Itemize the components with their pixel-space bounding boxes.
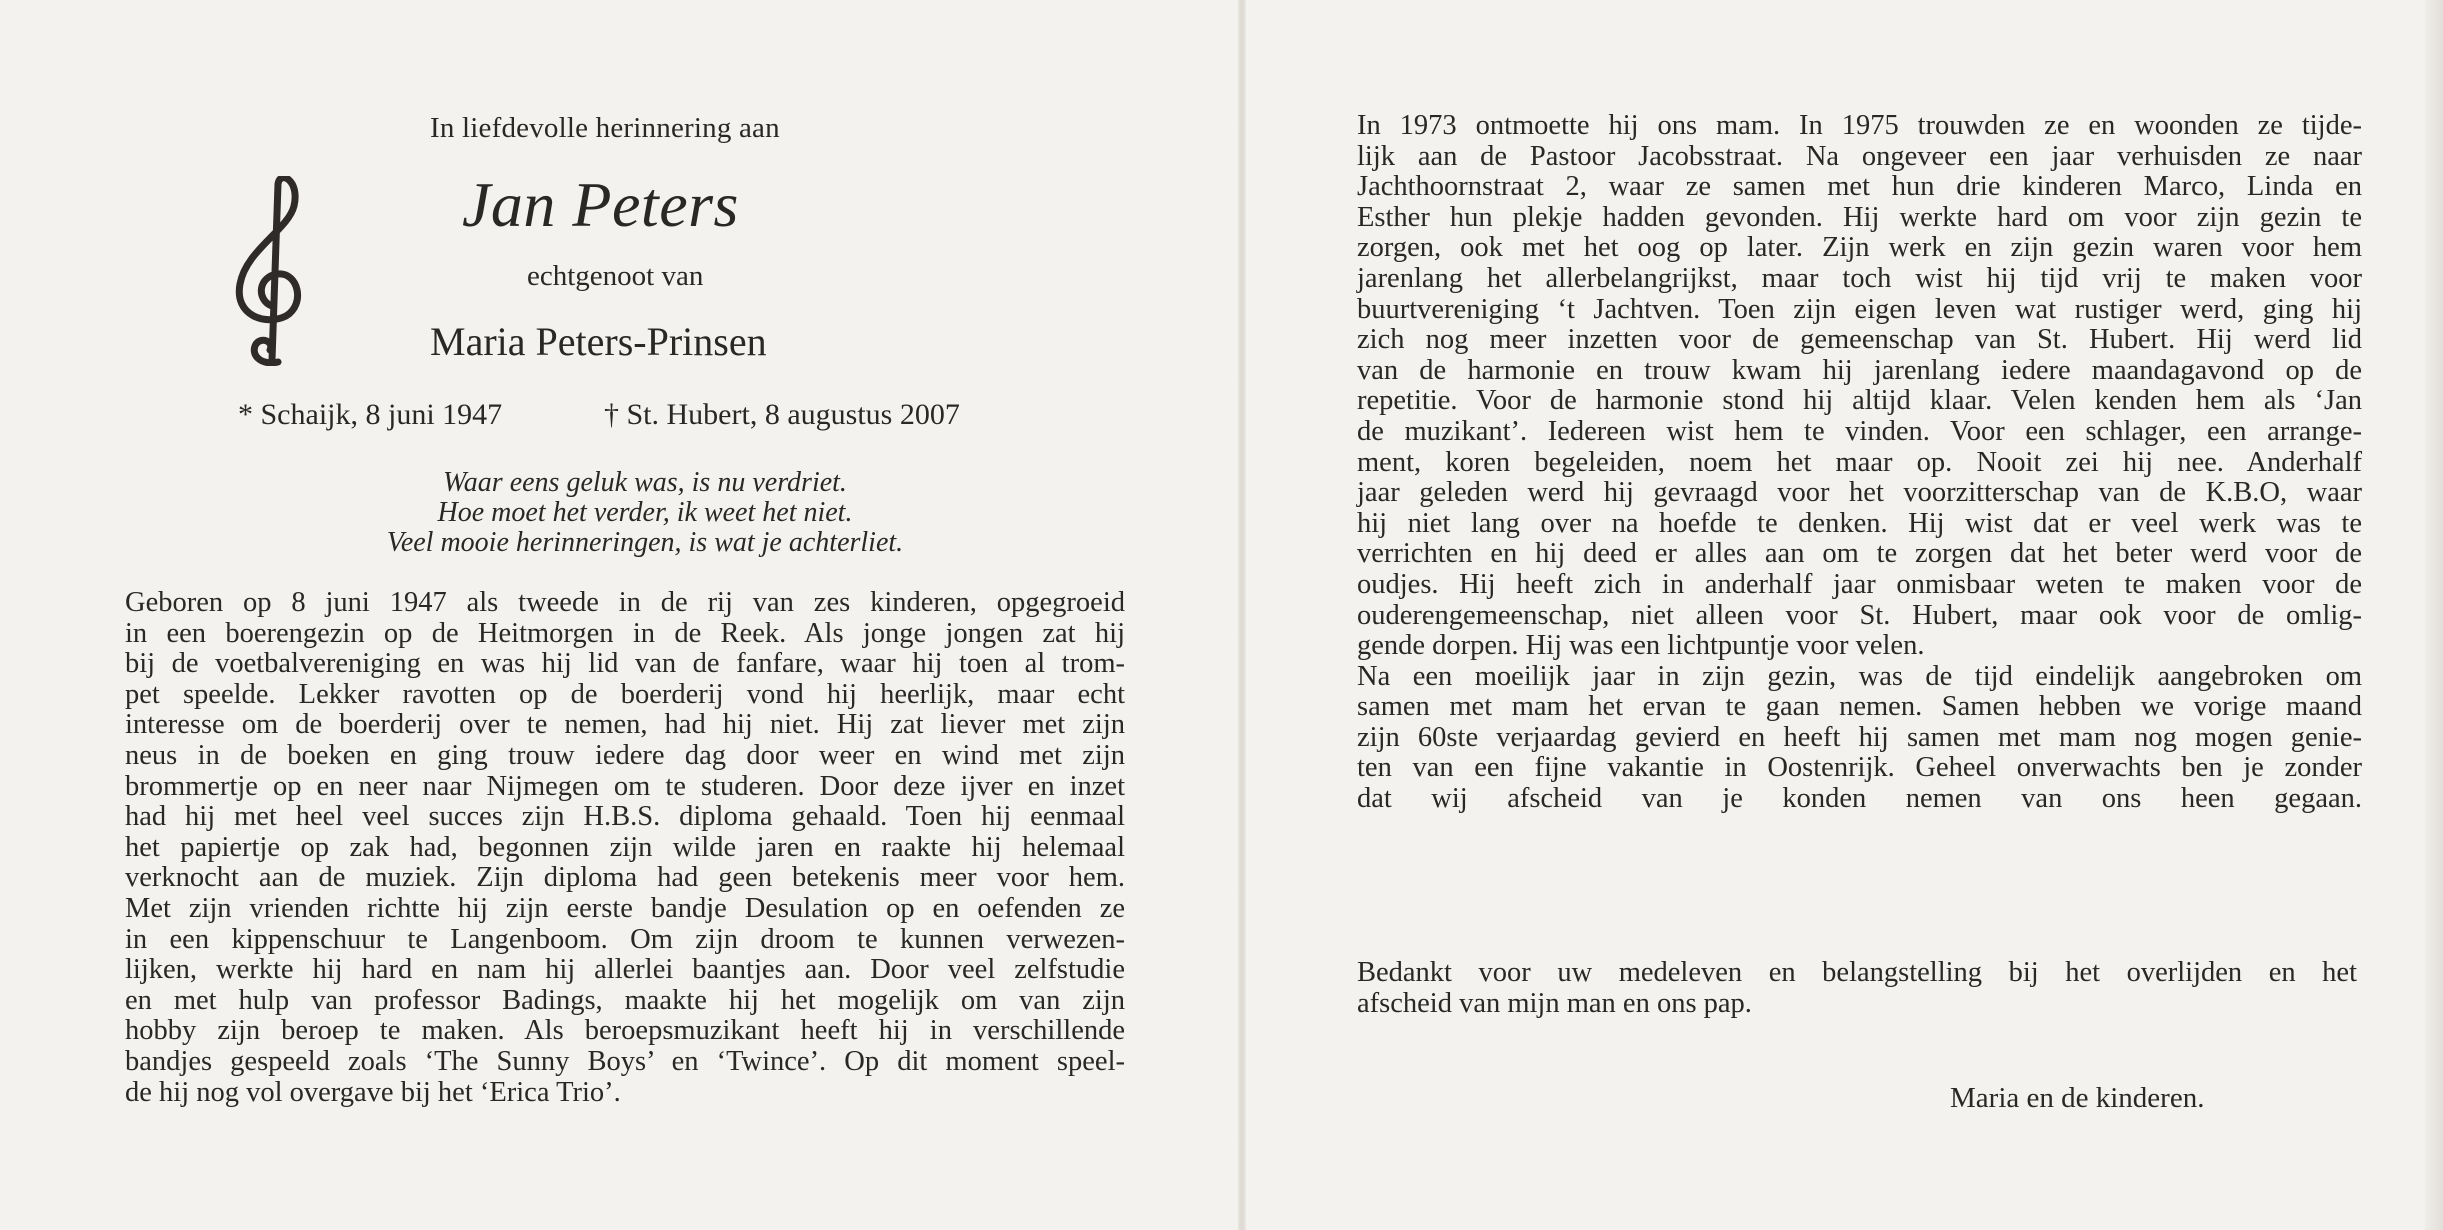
text-line: zich nog meer inzetten voor de gemeenschap van St. Hubert. Hij werd lid	[1357, 324, 2362, 356]
biography-left	[125, 588, 1125, 1108]
text-line: jarenlang het allerbelangrijkst, maar toch wist hij tijd vrij te maken voor	[1357, 262, 2362, 294]
text-line: in een boerengezin op de Heitmorgen in de Reek. Als jonge jongen zat hij	[125, 617, 1125, 649]
text-line: brommertje op en neer naar Nijmegen om te studeren. Door deze ijver en inzet	[125, 770, 1125, 802]
text-line: jaar geleden werd hij gevraagd voor het voorzitterschap van de K.B.O, waar	[1357, 477, 2362, 509]
text-line: buurtvereniging ‘t Jachtven. Toen zijn eigen leven wat rustiger werd, ging hij	[1357, 293, 2362, 325]
text-line: ouderengemeenschap, niet alleen voor St. Hubert, maar ook voor de omlig-	[1357, 599, 2362, 631]
text-line: lijken, werkte hij hard en nam hij allerlei baantjes aan. Door veel zelfstudie	[125, 954, 1125, 986]
text-line: gende dorpen. Hij was een lichtpuntje voor velen.	[1357, 630, 1925, 662]
text-line: hij niet lang over na hoefde te denken. Hij wist dat er veel werk was te	[1357, 507, 2362, 539]
text-line: interesse om de boerderij over te nemen, had hij niet. Hij zat liever met zijn	[125, 709, 1125, 741]
text-line: had hij met heel veel succes zijn H.B.S. diploma gehaald. Toen hij eenmaal	[125, 801, 1125, 833]
text-line: Bedankt voor uw medeleven en belangstelling bij het overlijden en het	[1357, 957, 2357, 988]
text-line: hobby zijn beroep te maken. Als beroepsmuzikant heeft hij in verschillende	[125, 1015, 1125, 1047]
treble-clef-icon	[226, 176, 316, 366]
spouse-name: Maria Peters-Prinsen	[430, 319, 767, 364]
text-line: zijn 60ste verjaardag gevierd en heeft hij samen met mam nog mogen genie-	[1357, 721, 2362, 753]
birth-info: * Schaijk, 8 juni 1947	[238, 398, 503, 431]
text-line: repetitie. Voor de harmonie stond hij altijd klaar. Velen kenden hem als ‘Jan	[1357, 385, 2362, 417]
text-line: lijk aan de Pastoor Jacobsstraat. Na ongeveer een jaar verhuisden ze naar	[1357, 140, 2362, 172]
text-line: Geboren op 8 juni 1947 als tweede in de rij van zes kinderen, opgegroeid	[125, 587, 1125, 618]
text-line: Na een moeilijk jaar in zijn gezin, was de tijd eindelijk aangebroken om	[1357, 660, 2362, 692]
poem-line: Hoe moet het verder, ik weet het niet.	[437, 497, 853, 528]
text-line: ment, koren begeleiden, noem het maar op. Nooit zei hij nee. Anderhalf	[1357, 446, 2362, 478]
text-line: oudjes. Hij heeft zich in anderhalf jaar onmisbaar weten te maken voor de	[1357, 568, 2362, 600]
text-line: samen met mam het ervan te gaan nemen. Samen hebben we vorige maand	[1357, 691, 2362, 723]
text-line: Jachthoornstraat 2, waar ze samen met hun drie kinderen Marco, Linda en	[1357, 171, 2362, 203]
signature: Maria en de kinderen.	[1950, 1082, 2205, 1114]
dedication-intro: In liefdevolle herinnering aan	[430, 112, 780, 144]
text-line: Esther hun plekje hadden gevonden. Hij werkte hard om voor zijn gezin te	[1357, 201, 2362, 233]
text-line: zorgen, ook met het oog op later. Zijn werk en zijn gezin waren voor hem	[1357, 232, 2362, 264]
text-line: de hij nog vol overgave bij het ‘Erica Trio’.	[125, 1076, 621, 1108]
text-line: dat wij afscheid van je konden nemen van ons heen gegaan.	[1357, 783, 2362, 815]
text-line: verknocht aan de muziek. Zijn diploma had geen betekenis meer voor hem.	[125, 862, 1125, 894]
text-line: ten van een fijne vakantie in Oostenrijk. Geheel onverwachts ben je zonder	[1357, 752, 2362, 784]
spouse-relation: echtgenoot van	[527, 260, 704, 292]
text-line: In 1973 ontmoette hij ons mam. In 1975 trouwden ze en woonden ze tijde-	[1357, 110, 2362, 141]
text-line: en met hulp van professor Badings, maakte hij het mogelijk om van zijn	[125, 984, 1125, 1016]
text-line: bij de voetbalvereniging en was hij lid van de fanfare, waar hij toen al trom-	[125, 648, 1125, 680]
text-line: van de harmonie en trouw kwam hij jarenlang iedere maandagavond op de	[1357, 354, 2362, 386]
text-line: Met zijn vrienden richtte hij zijn eerste bandje Desulation op en oefenden ze	[125, 892, 1125, 924]
text-line: het papiertje op zak had, begonnen zijn wilde jaren en raakte hij helemaal	[125, 831, 1125, 863]
death-info: † St. Hubert, 8 augustus 2007	[604, 398, 960, 431]
text-line: pet speelde. Lekker ravotten op de boerderij vond hij heerlijk, maar echt	[125, 678, 1125, 710]
text-line: verrichten en hij deed er alles aan om te zorgen dat het beter werd voor de	[1357, 538, 2362, 570]
text-line: de muzikant’. Iedereen wist hem te vinden. Voor een schlager, een arrange-	[1357, 415, 2362, 447]
text-line: neus in de boeken en ging trouw iedere dag door weer en wind met zijn	[125, 739, 1125, 771]
deceased-name: Jan Peters	[462, 169, 739, 240]
card-edge	[2425, 0, 2443, 1230]
text-line: afscheid van mijn man en ons pap.	[1357, 987, 1752, 1019]
text-line: in een kippenschuur te Langenboom. Om zijn droom te kunnen verwezen-	[125, 923, 1125, 955]
biography-right	[1357, 111, 2362, 815]
card-fold	[1238, 0, 1246, 1230]
text-line: bandjes gespeeld zoals ‘The Sunny Boys’ en ‘Twince’. Op dit moment speel-	[125, 1045, 1125, 1077]
memorial-poem	[200, 468, 1090, 558]
thanks-message	[1357, 958, 2357, 1019]
poem-line: Waar eens geluk was, is nu verdriet.	[443, 467, 847, 498]
poem-line: Veel mooie herinneringen, is wat je achterliet.	[386, 527, 904, 558]
